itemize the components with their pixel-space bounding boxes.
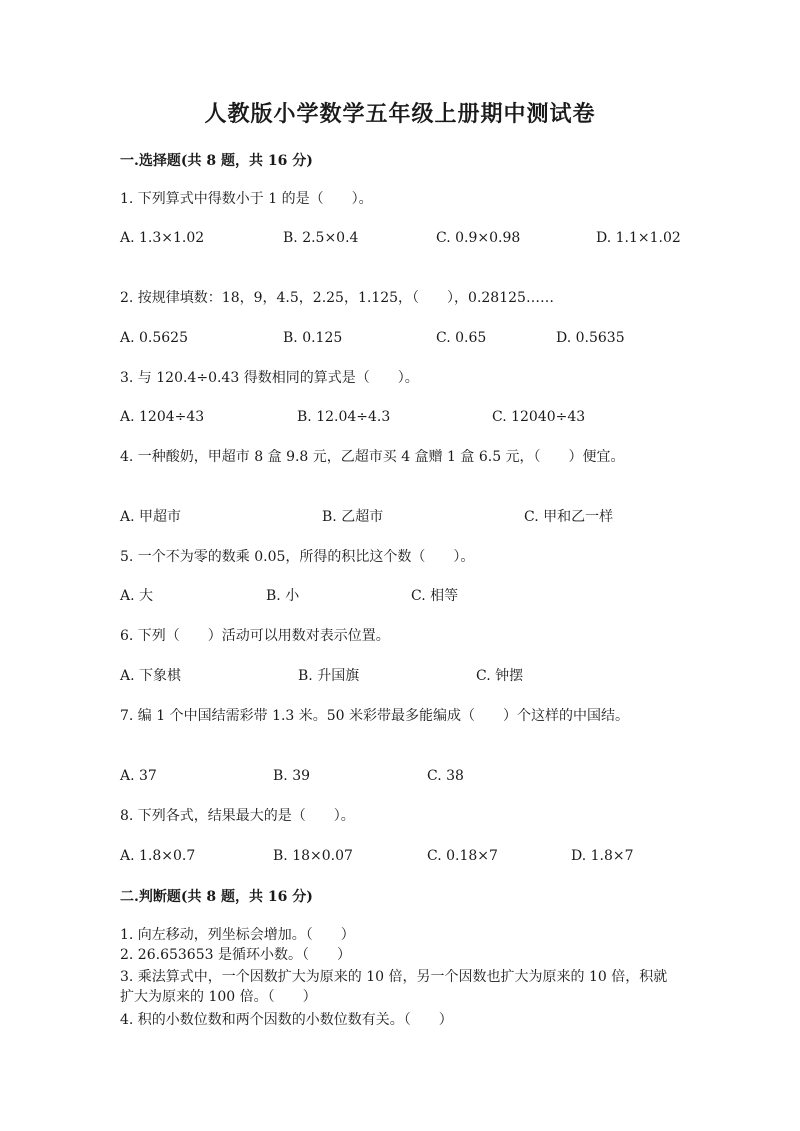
question-1-option-a: A. 1.3×1.02 bbox=[120, 230, 205, 246]
question-3-option-b: B. 12.04÷4.3 bbox=[297, 409, 391, 425]
question-6-option-a: A. 下象棋 bbox=[120, 668, 182, 684]
question-5: 5. 一个不为零的数乘 0.05，所得的积比这个数（ ）。 bbox=[120, 549, 475, 565]
question-6: 6. 下列（ ）活动可以用数对表示位置。 bbox=[120, 628, 390, 644]
question-4-option-a: A. 甲超市 bbox=[120, 509, 182, 525]
section-heading-judge: 二.判断题(共 8 题，共 16 分) bbox=[120, 889, 313, 905]
question-7-option-c: C. 38 bbox=[427, 768, 464, 784]
question-5-option-b: B. 小 bbox=[266, 588, 300, 604]
question-7-option-b: B. 39 bbox=[273, 768, 311, 784]
question-3-option-c: C. 12040÷43 bbox=[492, 409, 586, 425]
judge-item-1: 1. 向左移动，列坐标会增加。（ ） bbox=[120, 927, 355, 943]
question-1-option-b: B. 2.5×0.4 bbox=[283, 230, 359, 246]
question-3-option-a: A. 1204÷43 bbox=[120, 409, 205, 425]
question-4-option-c: C. 甲和乙一样 bbox=[524, 509, 614, 525]
page-title: 人教版小学数学五年级上册期中测试卷 bbox=[204, 101, 596, 127]
question-2-option-b: B. 0.125 bbox=[283, 330, 343, 346]
question-3: 3. 与 120.4÷0.43 得数相同的算式是（ ）。 bbox=[120, 370, 419, 386]
question-6-option-c: C. 钟摆 bbox=[476, 668, 524, 684]
judge-item-3: 3. 乘法算式中，一个因数扩大为原来的 10 倍，另一个因数也扩大为原来的 10 倍，积就扩大为原来的 100 倍。（ ） bbox=[120, 969, 668, 1005]
question-5-option-c: C. 相等 bbox=[411, 588, 459, 604]
question-2: 2. 按规律填数：18，9，4.5，2.25，1.125，（ ），0.28125…… bbox=[120, 290, 554, 306]
question-2-option-c: C. 0.65 bbox=[436, 330, 487, 346]
question-4-option-b: B. 乙超市 bbox=[322, 509, 384, 525]
judge-item-2: 2. 26.653653 是循环小数。（ ） bbox=[120, 947, 351, 963]
question-8-option-a: A. 1.8×0.7 bbox=[120, 848, 196, 864]
question-8-option-d: D. 1.8×7 bbox=[571, 848, 634, 864]
question-4: 4. 一种酸奶，甲超市 8 盒 9.8 元，乙超市买 4 盒赠 1 盒 6.5 元，（ ）便宜。 bbox=[120, 449, 625, 465]
judge-item-4: 4. 积的小数位数和两个因数的小数位数有关。（ ） bbox=[120, 1012, 453, 1028]
question-7: 7. 编 1 个中国结需彩带 1.3 米。50 米彩带最多能编成（ ）个这样的中国结。 bbox=[120, 708, 630, 724]
question-6-option-b: B. 升国旗 bbox=[298, 668, 360, 684]
section-heading-choice: 一.选择题(共 8 题，共 16 分) bbox=[120, 153, 313, 169]
question-2-option-a: A. 0.5625 bbox=[120, 330, 188, 346]
question-8-option-c: C. 0.18×7 bbox=[427, 848, 498, 864]
question-8-option-b: B. 18×0.07 bbox=[273, 848, 353, 864]
question-2-option-d: D. 0.5635 bbox=[556, 330, 625, 346]
question-1: 1. 下列算式中得数小于 1 的是（ ）。 bbox=[120, 191, 373, 207]
question-1-option-d: D. 1.1×1.02 bbox=[596, 230, 681, 246]
question-8: 8. 下列各式，结果最大的是（ ）。 bbox=[120, 808, 355, 824]
question-7-option-a: A. 37 bbox=[120, 768, 157, 784]
question-1-option-c: C. 0.9×0.98 bbox=[436, 230, 521, 246]
question-5-option-a: A. 大 bbox=[120, 588, 154, 604]
